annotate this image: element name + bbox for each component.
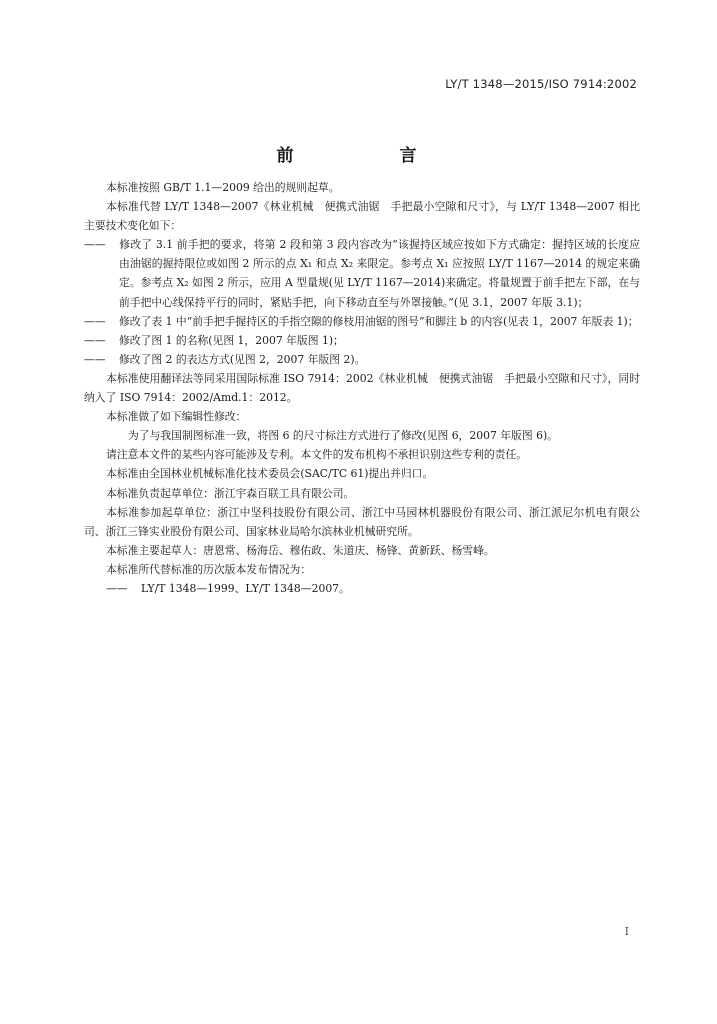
paragraph-editorial-heading: 本标准做了如下编辑性修改： bbox=[106, 410, 247, 424]
document-body bbox=[84, 178, 640, 598]
dash-mark: —— bbox=[84, 333, 106, 347]
dash-mark: —— bbox=[84, 314, 106, 328]
change-item-1 bbox=[84, 235, 640, 311]
change-item-text: 修改了表 1 中“前手把手握持区的手指空隙的修枝用油锯的图号”和脚注 b 的内容(见表 1，2007 年版表 1)； bbox=[119, 314, 639, 328]
page-title: 前 言 bbox=[276, 146, 441, 166]
paragraph-replaces: 本标准代替 LY/T 1348—2007《林业机械 便携式油锯 手把最小空隙和尺寸》，与 LY/T 1348—2007 相比主要技术变化如下： bbox=[84, 200, 640, 233]
dash-mark: —— bbox=[84, 238, 106, 252]
paragraph-participants: 本标准参加起草单位：浙江中坚科技股份有限公司、浙江中马园林机器股份有限公司、浙江派尼尔机电有限公司、浙江三锋实业股份有限公司、国家林业局哈尔滨林业机械研究所。 bbox=[84, 505, 640, 538]
paragraph-lead-drafter: 本标准负责起草单位：浙江宇森百联工具有限公司。 bbox=[106, 486, 355, 500]
change-item-4 bbox=[84, 350, 640, 369]
change-item-2 bbox=[84, 312, 640, 331]
page-number: I bbox=[624, 925, 629, 938]
history-item bbox=[84, 579, 640, 598]
standard-code: LY/T 1348—2015/ISO 7914:2002 bbox=[445, 77, 637, 91]
paragraph-iso-adoption: 本标准使用翻译法等同采用国际标准 ISO 7914：2002《林业机械 便携式油锯 手把最小空隙和尺寸》，同时纳入了 ISO 7914：2002/Amd.1：2012。 bbox=[84, 371, 640, 405]
history-item-text: LY/T 1348—1999、LY/T 1348—2007。 bbox=[141, 581, 350, 595]
paragraph-proposer: 本标准由全国林业机械标准化技术委员会(SAC/TC 61)提出并归口。 bbox=[106, 467, 434, 481]
change-item-text: 修改了 3.1 前手把的要求，将第 2 段和第 3 段内容改为“该握持区域应按如下方式确定：握持区域的长度应由油锯的握持限位或如图 2 所示的点 X₁ 和点 X₂ 来限定。参考点 X₁ 应按照 LY/T 1167—2014 的规定来确定。参考点 X₂ 如图 2 所示，应用 A 型量规(见 LY/T 1167—2014)来确定。将量规置于前手把左下部，在与前手把中心线保持平行的同时，紧贴手把，向下移动直至与外罩接触。”(见 3.1，2007 年版 3.1)； bbox=[119, 238, 640, 309]
change-item-3 bbox=[84, 331, 640, 350]
dash-mark: —— bbox=[84, 352, 106, 366]
dash-mark: —— bbox=[106, 581, 128, 595]
change-item-text: 修改了图 1 的名称(见图 1，2007 年版图 1)； bbox=[119, 333, 344, 347]
paragraph-patent-notice: 请注意本文件的某些内容可能涉及专利。本文件的发布机构不承担识别这些专利的责任。 bbox=[106, 448, 528, 462]
paragraph-editorial-change: 为了与我国制图标准一致，将图 6 的尺寸标注方式进行了修改(见图 6，2007 年版图 6)。 bbox=[128, 429, 558, 443]
paragraph-drafting-rules: 本标准按照 GB/T 1.1—2009 给出的规则起草。 bbox=[106, 181, 340, 194]
change-item-text: 修改了图 2 的表达方式(见图 2，2007 年版图 2)。 bbox=[119, 352, 366, 366]
paragraph-drafters: 本标准主要起草人：唐恩常、杨海岳、穆佑政、朱道庆、杨锋、黄新跃、杨雪峰。 bbox=[106, 543, 495, 557]
paragraph-history-heading: 本标准所代替标准的历次版本发布情况为： bbox=[106, 562, 312, 576]
